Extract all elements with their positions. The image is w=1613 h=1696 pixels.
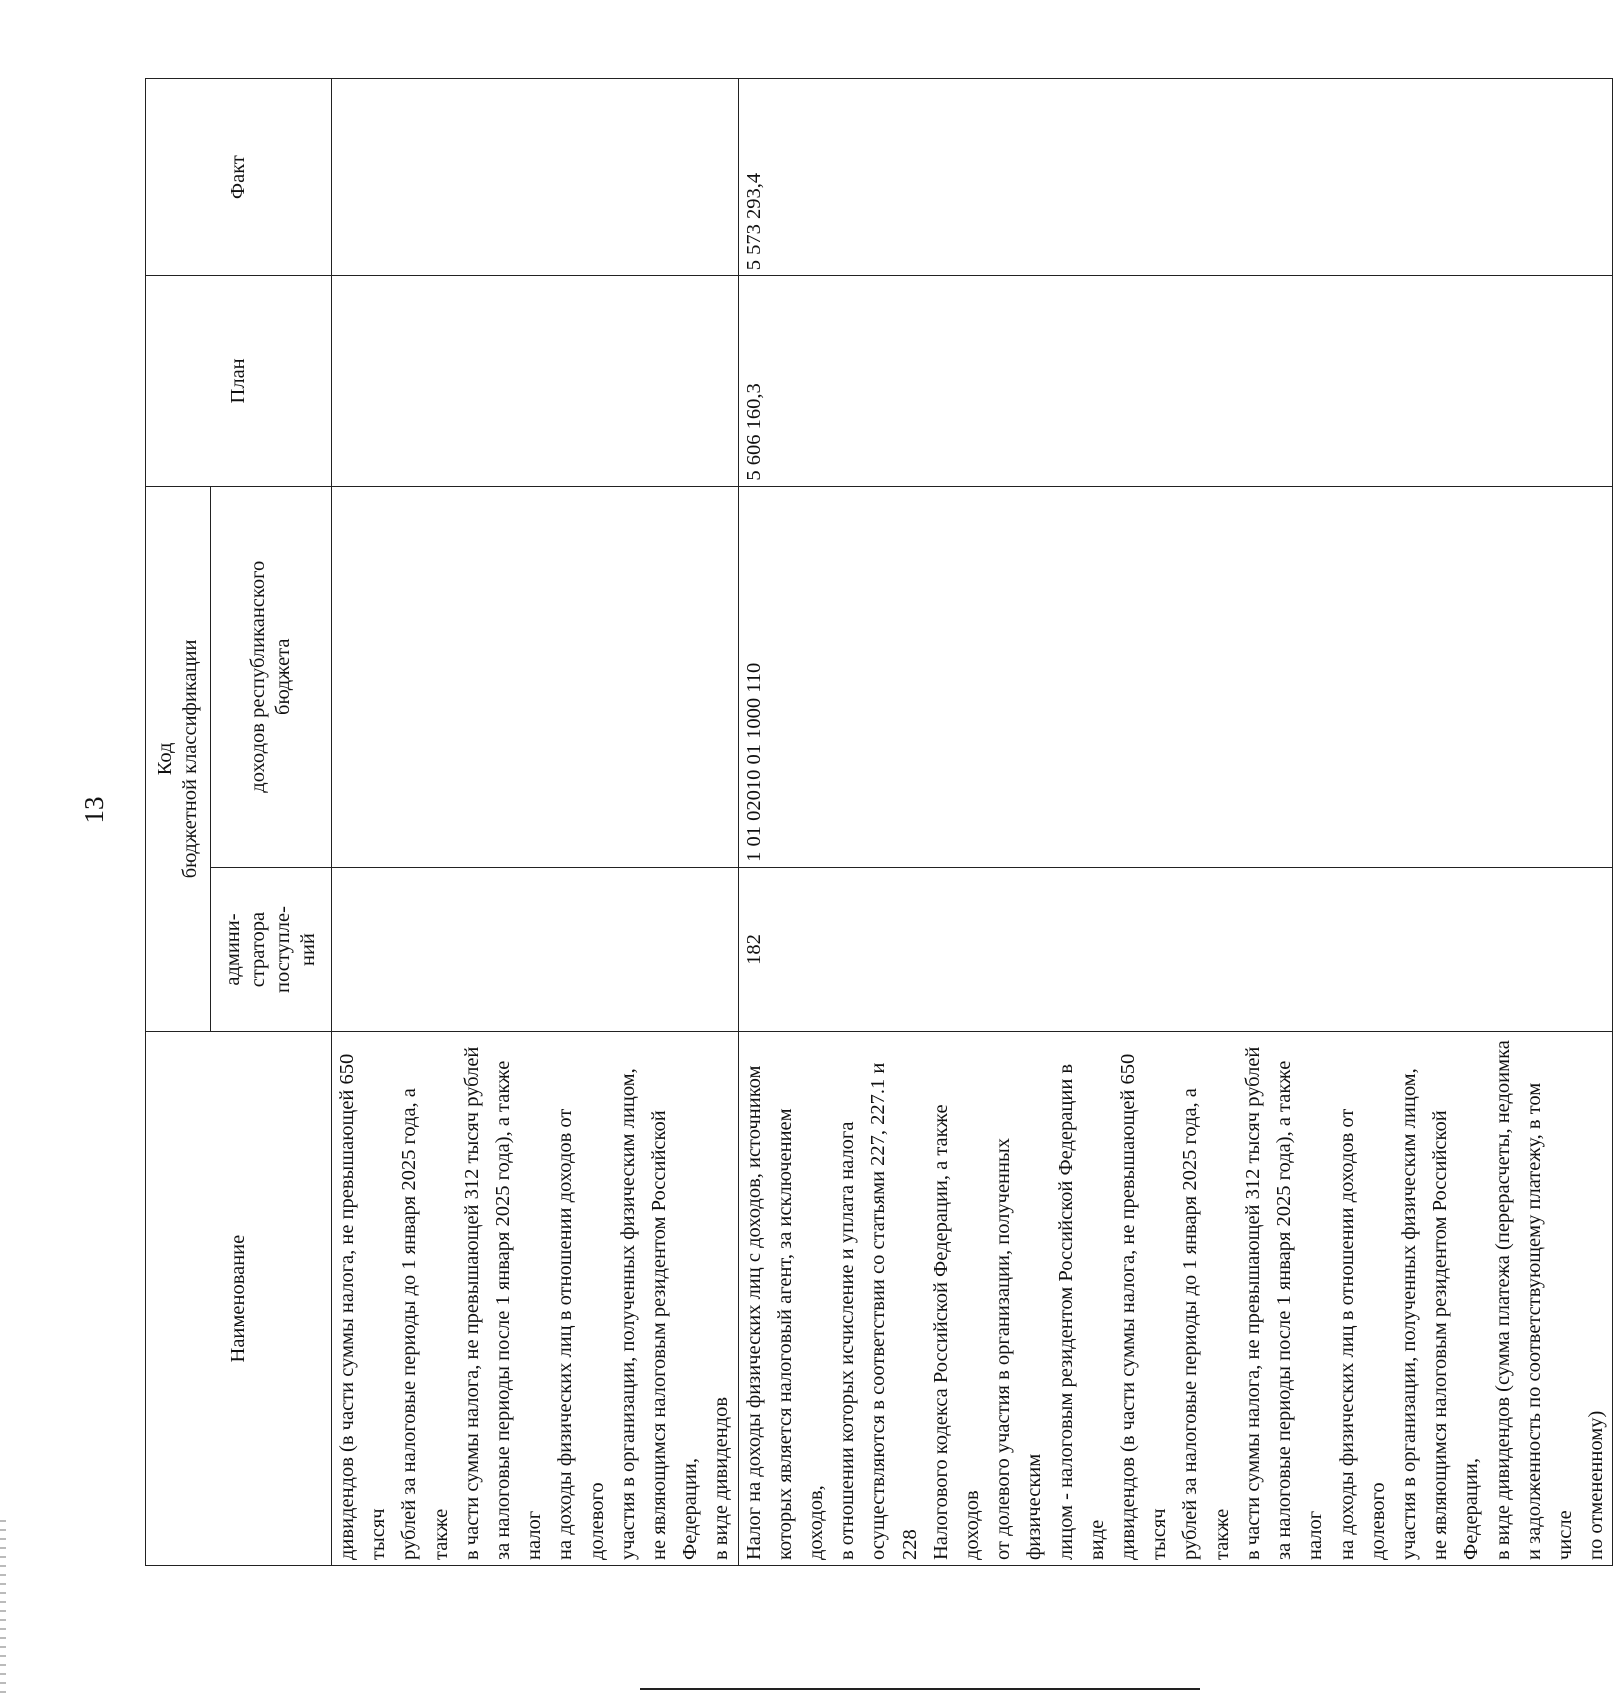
header-code-line1: Код xyxy=(154,742,176,776)
header-code-line2: бюджетной классификации xyxy=(179,639,201,879)
name-line: в виде дивидендов xyxy=(710,1396,733,1560)
header-admin-line1: админи- xyxy=(222,913,244,986)
row-plan-cell: 5 606 160,3 xyxy=(738,276,1613,486)
name-line: от долевого участия в организации, полученных физическим xyxy=(992,1137,1046,1560)
name-line: в части суммы налога, не превышающей 312 тысяч рублей xyxy=(1241,1046,1264,1560)
row-name-cell xyxy=(332,1032,739,1566)
name-line: в части суммы налога, не превышающей 312 тысяч рублей xyxy=(460,1046,483,1560)
name-line: по отмененному) xyxy=(1585,1410,1608,1560)
header-code-group xyxy=(146,486,211,1032)
name-line: Налогового кодекса Российской Федерации, а также доходов xyxy=(929,1104,984,1560)
name-line: участия в организации, полученных физическим лицом, xyxy=(1397,1068,1420,1560)
row-plan-cell xyxy=(332,276,739,486)
header-fact: Факт xyxy=(146,79,332,276)
page-bottom-rule xyxy=(640,1688,1200,1690)
row-admin-cell: 182 xyxy=(738,867,1613,1031)
table-row xyxy=(738,79,1613,1566)
name-line: Налог на доходы физических лиц с доходов, источником xyxy=(742,1065,765,1560)
name-line: дивидендов (в части суммы налога, не превышающей 650 тысяч xyxy=(1117,1053,1171,1560)
name-line: рублей за налоговые периоды до 1 января 2025 года, а также xyxy=(1179,1088,1233,1560)
name-line: не являющимся налоговым резидентом Российской Федерации, xyxy=(648,1110,702,1560)
name-line: осуществляются в соответствии со статьями 227, 227.1 и 228 xyxy=(867,1062,921,1560)
row-fact-cell: 5 573 293,4 xyxy=(738,79,1613,276)
rotated-table-container xyxy=(145,78,1608,1566)
name-line: на доходы физических лиц в отношении доходов от долевого xyxy=(1335,1108,1389,1560)
header-revenue-code-text: доходов республиканского бюджета xyxy=(247,560,294,793)
header-revenue-code xyxy=(211,486,332,867)
scan-edge-mark xyxy=(0,1520,6,1696)
row-code-cell xyxy=(332,486,739,867)
name-line: за налоговые периоды после 1 января 2025 года), а также налог xyxy=(1273,1060,1327,1560)
row-fact-cell xyxy=(332,79,739,276)
name-line: лицом - налоговым резидентом Российской Федерации в виде xyxy=(1054,1063,1108,1560)
header-admin-line4: ний xyxy=(297,933,319,967)
name-line: в виде дивидендов (сумма платежа (перерасчеты, недоимка xyxy=(1491,1040,1514,1560)
name-line: в отношении которых исчисление и уплата налога xyxy=(836,1121,859,1560)
table-row xyxy=(332,79,739,1566)
row-admin-cell xyxy=(332,867,739,1031)
header-admin xyxy=(211,867,332,1031)
name-line: за налоговые периоды после 1 января 2025 года), а также налог xyxy=(492,1060,546,1560)
header-name: Наименование xyxy=(146,1032,332,1566)
row-code-cell: 1 01 02010 01 1000 110 xyxy=(738,486,1613,867)
header-admin-line3: поступле- xyxy=(272,906,294,993)
name-line: дивидендов (в части суммы налога, не превышающей 650 тысяч xyxy=(336,1053,390,1560)
page-number: 13 xyxy=(79,796,109,824)
name-line: не являющимся налоговым резидентом Российской Федерации, xyxy=(1429,1110,1483,1560)
header-plan: План xyxy=(146,276,332,486)
name-line: которых является налоговый агент, за исключением доходов, xyxy=(773,1108,828,1560)
name-line: и задолженность по соответствующему платежу, в том числе xyxy=(1522,1082,1576,1560)
header-admin-line2: стратора xyxy=(247,911,269,988)
name-line: на доходы физических лиц в отношении доходов от долевого xyxy=(554,1108,608,1560)
name-line: рублей за налоговые периоды до 1 января 2025 года, а также xyxy=(398,1088,452,1560)
row-name-cell xyxy=(738,1032,1613,1566)
budget-revenue-table xyxy=(145,78,1613,1566)
name-line: участия в организации, полученных физическим лицом, xyxy=(616,1068,639,1560)
